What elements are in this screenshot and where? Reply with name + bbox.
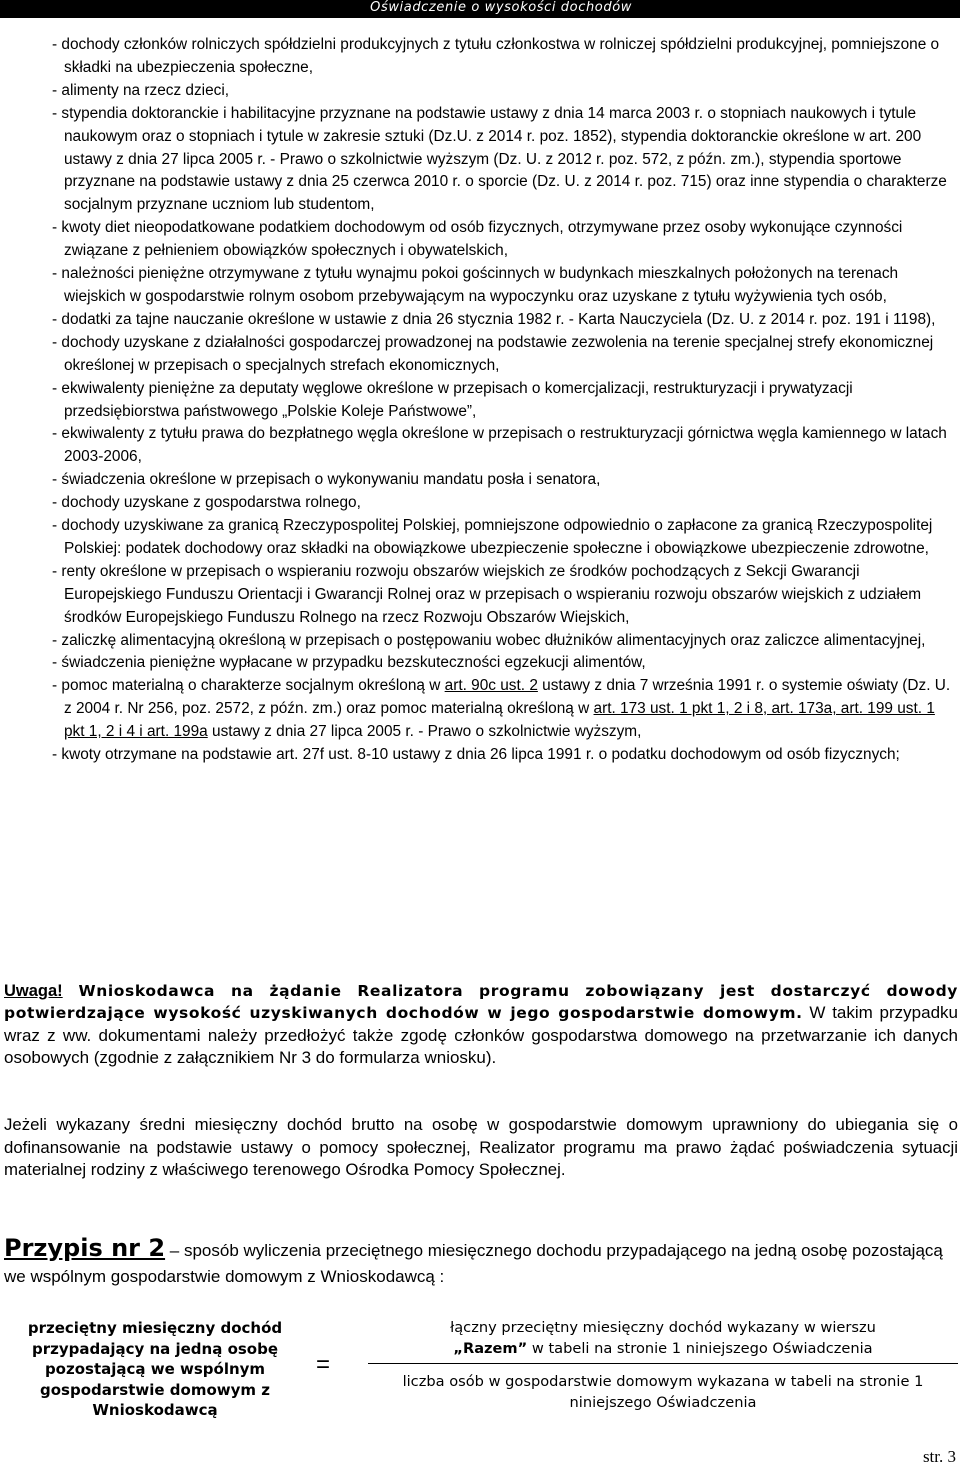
list-item: - renty określone w przepisach o wspieraniu rozwoju obszarów wiejskich ze środków pochodzących z Sekcji Gwarancji Europejskiego Funduszu Orientacji i Gwarancji Rolnej oraz w przepisach o wspieraniu rozwoju obszarów wiejskich z udziałem środków Europejskiego Funduszu Rolnego na rzecz Rozwoju Obszarów Wiejskich, xyxy=(52,562,922,626)
fraction-numerator xyxy=(368,1318,958,1364)
list-item: - dochody uzyskane z gospodarstwa rolnego, xyxy=(52,494,361,512)
numerator-text-c: w tabeli na stronie 1 niniejszego Oświadczenia xyxy=(527,1339,873,1357)
formula-left-side: przeciętny miesięczny dochód przypadający na jedną osobę pozostającą we wspólnym gospodarstwie domowym z Wnioskodawcą xyxy=(27,1319,283,1419)
pomoc-link-1[interactable]: art. 90c ust. 2 xyxy=(444,677,538,695)
list-item: - dodatki za tajne nauczanie określone w ustawie z dnia 26 stycznia 1982 r. - Karta Nauczyciela (Dz. U. z 2014 r. poz. 191 i 1198), xyxy=(52,310,936,328)
list-item: - ekwiwalenty pieniężne za deputaty węglowe określone w przepisach o komercjalizacji, restrukturyzacji i prywatyzacji przedsiębiorstwa państwowego „Polskie Koleje Państwowe”, xyxy=(52,379,853,420)
ops-paragraph: Jeżeli wykazany średni miesięczny dochód brutto na osobę w gospodarstwie domowym uprawniony do ubiegania się o dofinansowanie na podstawie ustawy o pomocy społecznej, Realizator programu ma prawo żądać poświadczenia sytuacji materialnej rodziny z właściwego terenowego Ośrodka Pomocy Społecznej. xyxy=(4,1115,958,1180)
list-item: - ekwiwalenty z tytułu prawa do bezpłatnego węgla określone w przepisach o restrukturyzacji górnictwa węgla kamiennego w latach 2003-2006, xyxy=(52,425,947,466)
fraction-denominator: liczba osób w gospodarstwie domowym wykazana w tabeli na stronie 1 niniejszego Oświadczenia xyxy=(402,1373,924,1411)
pomoc-text-1: - pomoc materialną o charakterze socjalnym określoną w xyxy=(52,677,445,695)
przypis-heading: Przypis nr 2 xyxy=(4,1234,166,1262)
income-list xyxy=(52,34,952,767)
pomoc-link-2[interactable]: art. 173 ust. 1 pkt 1, 2 i 8, art. 173a, art. 199 ust. 1 pkt 1, 2 i 4 i art. 199a xyxy=(64,700,935,741)
list-item: - stypendia doktoranckie i habilitacyjne przyznane na podstawie ustawy z dnia 14 marca 2003 r. o stopniach naukowych i tytule naukowym oraz o stopniach i tytule w zakresie sztuki (Dz.U. z 2014 r. poz. 1852), stypendia doktoranckie określone w art. 200 ustawy z dnia 27 lipca 2005 r. - Prawo o szkolnictwie wyższym (Dz. U. z 2012 r. poz. 572, z późn. zm.), stypendia sportowe przyznane na podstawie ustawy z dnia 25 czerwca 2010 r. o sporcie (Dz. U. z 2014 r. poz. 715) oraz inne stypendia o charakterze socjalnym przyznane uczniom lub studentom, xyxy=(52,104,947,214)
uwaga-label: Uwaga! xyxy=(4,982,63,1000)
list-item: - dochody uzyskiwane za granicą Rzeczypospolitej Polskiej, pomniejszone odpowiednio o zapłacone za granicą Rzeczypospolitej Polskiej: podatek dochodowy oraz składki na obowiązkowe ubezpieczenie społeczne i obowiązkowe ubezpieczenie zdrowotne, xyxy=(52,517,933,557)
numerator-text-a: łączny przeciętny miesięczny dochód wykazany w wierszu xyxy=(450,1319,876,1336)
pomoc-text-3: ustawy z dnia 27 lipca 2005 r. - Prawo o szkolnictwie wyższym, xyxy=(207,723,642,741)
list-item: - dochody uzyskane z działalności gospodarczej prowadzonej na podstawie zezwolenia na terenie specjalnej strefy ekonomicznej określonej w przepisach o specjalnych strefach ekonomicznych, xyxy=(52,333,934,374)
list-item: - świadczenia pieniężne wypłacane w przypadku bezskuteczności egzekucji alimentów, xyxy=(52,654,646,672)
numerator-razem: „Razem” xyxy=(453,1339,528,1357)
list-item: - alimenty na rzecz dzieci, xyxy=(52,81,230,99)
list-item: - należności pieniężne otrzymywane z tytułu wynajmu pokoi gościnnych w budynkach mieszkalnych położonych na terenach wiejskich w gospodarstwie rolnym osobom przebywającym na wypoczynku oraz uzyskane z tytułu wyżywienia tych osób, xyxy=(52,265,899,305)
przypis-text: – sposób wyliczenia przeciętnego miesięcznego dochodu przypadającego na jedną osobę pozostającą we wspólnym gospodarstwie domowym z Wnioskodawcą : xyxy=(4,1241,943,1286)
uwaga-note xyxy=(4,980,958,1070)
list-item: - kwoty diet nieopodatkowane podatkiem dochodowym od osób fizycznych, otrzymywane przez osoby wykonujące czynności związane z pełnieniem obowiązków społecznych i obywatelskich, xyxy=(52,219,903,260)
list-item-pomoc xyxy=(52,675,952,744)
page-header xyxy=(0,0,960,18)
list-item: - świadczenia określone w przepisach o wykonywaniu mandatu posła i senatora, xyxy=(52,471,601,489)
list-item: - dochody członków rolniczych spółdzielni produkcyjnych z tytułu członkostwa w rolniczej spółdzielni produkcyjnej, pomniejszone o składki na ubezpieczenia społeczne, xyxy=(52,36,940,76)
pomoc-text-2: ustawy z dnia 7 września 1991 r. o systemie oświaty (Dz. U. z 2004 r. Nr 256, poz. 2572, z późn. zm.) oraz pomoc materialną określoną w xyxy=(64,677,951,718)
uwaga-bold-text: Wnioskodawca na żądanie Realizatora programu zobowiązany jest dostarczyć dowody potwierdzające wysokość uzyskiwanych dochodów w jego gospodarstwie domowym. xyxy=(4,982,958,1023)
uwaga-rest-text: W takim przypadku wraz z ww. dokumentami należy przedłożyć także zgodę członków gospodarstwa domowego na przetwarzanie ich danych osobowych (zgodnie z załącznikiem Nr 3 do formularza wniosku). xyxy=(4,1003,958,1068)
header-title: Oświadczenie o wysokości dochodów xyxy=(370,0,632,15)
formula-fraction xyxy=(368,1318,958,1413)
equals-sign: = xyxy=(316,1351,331,1378)
list-item: - kwoty otrzymane na podstawie art. 27f ust. 8-10 ustawy z dnia 26 lipca 1991 r. o podatku dochodowym od osób fizycznych; xyxy=(52,746,900,764)
list-item: - zaliczkę alimentacyjną określoną w przepisach o postępowaniu wobec dłużników alimentacyjnych oraz zaliczce alimentacyjnej, xyxy=(52,631,926,649)
page-number: str. 3 xyxy=(922,1447,956,1466)
przypis-section xyxy=(4,1235,958,1290)
